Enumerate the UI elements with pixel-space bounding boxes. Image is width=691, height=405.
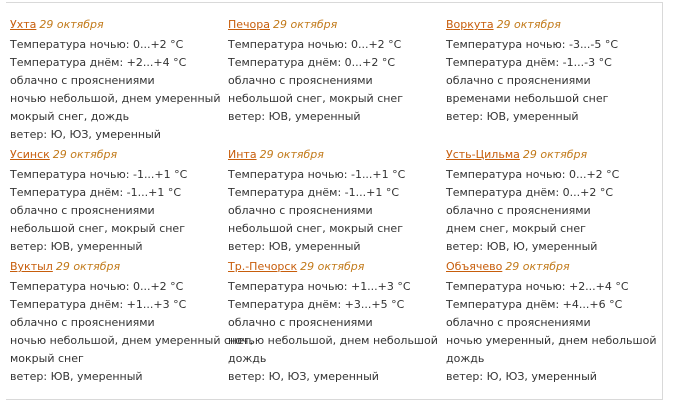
- city-header: [446, 148, 661, 166]
- day-temperature: Температура днём: 0...+2 °C: [446, 186, 614, 199]
- wind-info: ветер: Ю, ЮЗ, умеренный: [446, 370, 597, 383]
- forecast-tr-pechorsk: [228, 260, 443, 386]
- weather-description: мокрый снег, дождь: [10, 110, 130, 123]
- night-temperature: Температура ночью: -1...+1 °C: [10, 168, 188, 181]
- city-link-obyachevo[interactable]: Объячево: [446, 260, 503, 273]
- night-temperature: Температура ночью: +1...+3 °C: [228, 280, 411, 293]
- wind-info: ветер: Ю, ЮЗ, умеренный: [228, 370, 379, 383]
- city-link-usinsk[interactable]: Усинск: [10, 148, 50, 161]
- city-link-pechora[interactable]: Печора: [228, 18, 270, 31]
- weather-description: небольшой снег, мокрый снег: [228, 222, 403, 235]
- weather-description: ночью небольшой, днем умеренный: [10, 92, 221, 105]
- day-temperature: Температура днём: +3...+5 °C: [228, 298, 405, 311]
- day-temperature: Температура днём: -1...-3 °C: [446, 56, 612, 69]
- wind-info: ветер: ЮВ, умеренный: [446, 110, 579, 123]
- night-temperature: Температура ночью: 0...+2 °C: [10, 280, 184, 293]
- forecast-date: 29 октября: [496, 18, 561, 31]
- city-link-vorkuta[interactable]: Воркута: [446, 18, 494, 31]
- city-link-tr-pechorsk[interactable]: Тр.-Печорск: [228, 260, 298, 273]
- weather-description: временами небольшой снег: [446, 92, 609, 105]
- night-temperature: Температура ночью: -1...+1 °C: [228, 168, 406, 181]
- weather-description: облачно с прояснениями: [10, 316, 155, 329]
- city-header: [10, 18, 225, 36]
- city-header: [446, 18, 661, 36]
- forecast-date: 29 октября: [55, 260, 121, 273]
- weather-description: облачно с прояснениями: [228, 316, 373, 329]
- forecast-date: 29 октября: [505, 260, 570, 273]
- wind-info: ветер: ЮВ, умеренный: [10, 370, 143, 383]
- city-link-ust-tsilma[interactable]: Усть-Цильма: [446, 148, 520, 161]
- day-temperature: Температура днём: +1...+3 °C: [10, 298, 187, 311]
- night-temperature: Температура ночью: -3...-5 °C: [446, 38, 619, 51]
- city-link-vuktyl[interactable]: Вуктыл: [10, 260, 53, 273]
- forecast-date: 29 октября: [39, 18, 104, 31]
- forecast-date: 29 октября: [300, 260, 365, 273]
- night-temperature: Температура ночью: 0...+2 °C: [10, 38, 184, 51]
- wind-info: ветер: ЮВ, умеренный: [10, 240, 143, 253]
- forecast-date: 29 октября: [522, 148, 588, 161]
- wind-info: ветер: ЮВ, Ю, умеренный: [446, 240, 598, 253]
- weather-description: облачно с прояснениями: [228, 74, 373, 87]
- day-temperature: Температура днём: +4...+6 °C: [446, 298, 623, 311]
- night-temperature: Температура ночью: +2...+4 °C: [446, 280, 629, 293]
- night-temperature: Температура ночью: 0...+2 °C: [446, 168, 620, 181]
- weather-description: облачно с прояснениями: [10, 74, 155, 87]
- forecast-pechora: [228, 18, 443, 126]
- weather-description: мокрый снег: [10, 352, 84, 365]
- city-link-ukhta[interactable]: Ухта: [10, 18, 37, 31]
- forecast-inta: [228, 148, 443, 256]
- day-temperature: Температура днём: +2...+4 °C: [10, 56, 187, 69]
- forecast-vorkuta: [446, 18, 661, 126]
- forecast-usinsk: [10, 148, 225, 256]
- weather-description: дождь: [228, 352, 267, 365]
- weather-description: облачно с прояснениями: [446, 204, 591, 217]
- forecast-date: 29 октября: [52, 148, 118, 161]
- weather-description: ночью небольшой, днем небольшой: [228, 334, 438, 347]
- city-header: [228, 260, 443, 278]
- night-temperature: Температура ночью: 0...+2 °C: [228, 38, 402, 51]
- wind-info: ветер: Ю, ЮЗ, умеренный: [10, 128, 161, 141]
- forecast-obyachevo: [446, 260, 661, 386]
- day-temperature: Температура днём: 0...+2 °C: [228, 56, 396, 69]
- wind-info: ветер: ЮВ, умеренный: [228, 110, 361, 123]
- forecast-date: 29 октября: [259, 148, 324, 161]
- weather-description: облачно с прояснениями: [10, 204, 155, 217]
- weather-description: ночью умеренный, днем небольшой: [446, 334, 657, 347]
- city-link-inta[interactable]: Инта: [228, 148, 257, 161]
- weather-description: небольшой снег, мокрый снег: [228, 92, 403, 105]
- day-temperature: Температура днём: -1...+1 °C: [10, 186, 182, 199]
- weather-description: облачно с прояснениями: [446, 74, 591, 87]
- city-header: [228, 148, 443, 166]
- weather-description: ночью небольшой, днем умеренный снег,: [10, 334, 254, 347]
- weather-description: небольшой снег, мокрый снег: [10, 222, 185, 235]
- wind-info: ветер: ЮВ, умеренный: [228, 240, 361, 253]
- weather-description: облачно с прояснениями: [446, 316, 591, 329]
- city-header: [10, 260, 225, 278]
- city-header: [10, 148, 225, 166]
- weather-description: днем снег, мокрый снег: [446, 222, 586, 235]
- city-header: [228, 18, 443, 36]
- weather-description: облачно с прояснениями: [228, 204, 373, 217]
- forecast-ukhta: [10, 18, 225, 144]
- city-header: [446, 260, 661, 278]
- forecast-ust-tsilma: [446, 148, 661, 256]
- day-temperature: Температура днём: -1...+1 °C: [228, 186, 400, 199]
- weather-description: дождь: [446, 352, 485, 365]
- forecast-date: 29 октября: [273, 18, 338, 31]
